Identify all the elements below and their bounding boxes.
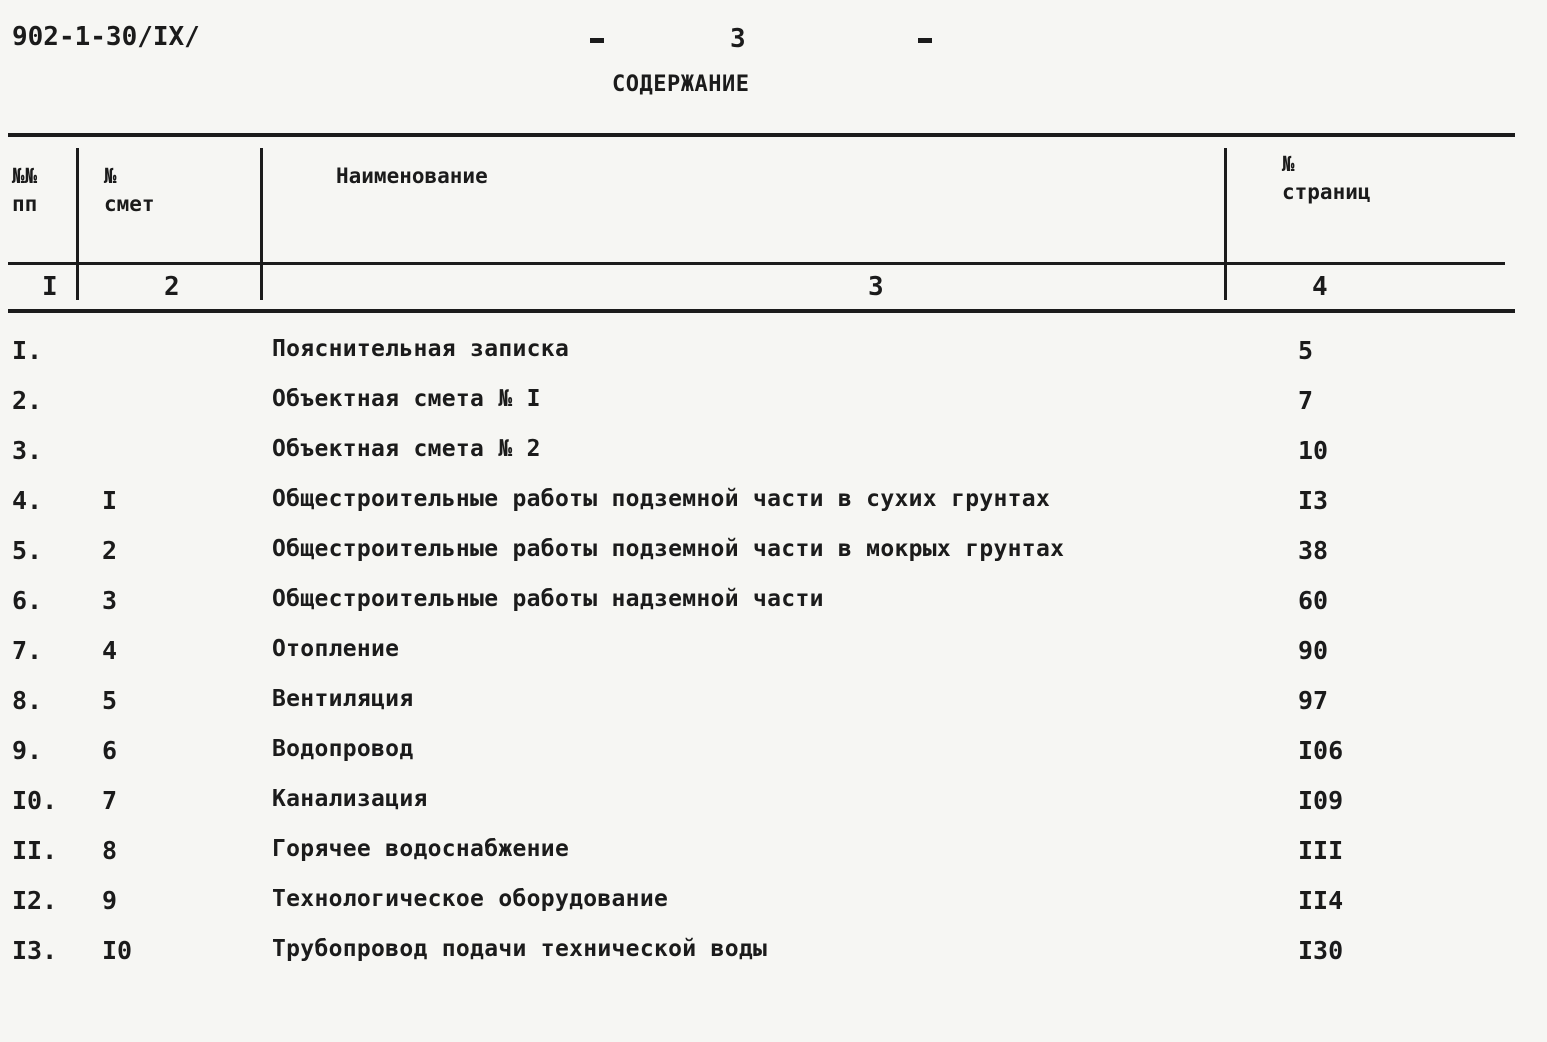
row-name: Пояснительная записка	[272, 336, 570, 362]
row-estimate: I	[102, 486, 118, 515]
column-number-4: 4	[1312, 272, 1328, 302]
row-page: II4	[1298, 886, 1344, 915]
row-estimate: 3	[102, 586, 118, 615]
row-number: 5.	[12, 536, 43, 565]
row-estimate: 2	[102, 536, 118, 565]
row-number: I3.	[12, 936, 58, 965]
column-header-estimate: № смет	[104, 164, 155, 216]
row-name: Трубопровод подачи технической воды	[272, 936, 768, 962]
row-number: II.	[12, 836, 58, 865]
column-divider-2	[260, 148, 263, 300]
row-page: 7	[1298, 386, 1314, 415]
row-page: III	[1298, 836, 1344, 865]
row-estimate: 4	[102, 636, 118, 665]
document-title: СОДЕРЖАНИЕ	[612, 72, 750, 97]
row-estimate: I0	[102, 936, 133, 965]
row-name: Отопление	[272, 636, 400, 662]
row-name: Объектная смета № 2	[272, 436, 541, 462]
row-page: 97	[1298, 686, 1329, 715]
row-name: Технологическое оборудование	[272, 886, 669, 912]
row-estimate: 8	[102, 836, 118, 865]
row-page: 5	[1298, 336, 1314, 365]
row-number: 6.	[12, 586, 43, 615]
row-number: 8.	[12, 686, 43, 715]
row-estimate: 6	[102, 736, 118, 765]
column-number-2: 2	[164, 272, 180, 302]
row-page: 60	[1298, 586, 1329, 615]
row-number: I2.	[12, 886, 58, 915]
row-page: 90	[1298, 636, 1329, 665]
row-name: Общестроительные работы надземной части	[272, 586, 824, 612]
dash-right	[918, 38, 932, 43]
row-number: 2.	[12, 386, 43, 415]
row-estimate: 9	[102, 886, 118, 915]
row-page: I30	[1298, 936, 1344, 965]
row-number: I.	[12, 336, 43, 365]
table-row	[0, 586, 1547, 636]
table-top-rule	[8, 133, 1515, 137]
header-number-rule	[8, 262, 1505, 265]
row-estimate: 7	[102, 786, 118, 815]
row-name: Вентиляция	[272, 686, 414, 712]
row-name: Общестроительные работы подземной части в мокрых грунтах	[272, 536, 1065, 562]
row-name: Канализация	[272, 786, 428, 812]
column-divider-1	[76, 148, 79, 300]
row-page: I06	[1298, 736, 1344, 765]
page-number: 3	[730, 24, 746, 54]
table-row	[0, 636, 1547, 686]
row-number: 3.	[12, 436, 43, 465]
column-header-name: Наименование	[336, 164, 488, 188]
table-row	[0, 536, 1547, 586]
dash-left	[590, 38, 604, 43]
header-bottom-rule	[8, 309, 1515, 313]
column-divider-3	[1224, 148, 1227, 300]
row-page: I3	[1298, 486, 1329, 515]
row-page: I09	[1298, 786, 1344, 815]
row-page: 38	[1298, 536, 1329, 565]
table-row	[0, 836, 1547, 886]
row-name: Горячее водоснабжение	[272, 836, 570, 862]
row-page: 10	[1298, 436, 1329, 465]
row-number: 9.	[12, 736, 43, 765]
row-name: Водопровод	[272, 736, 414, 762]
row-estimate: 5	[102, 686, 118, 715]
column-number-3: 3	[868, 272, 884, 302]
row-name: Общестроительные работы подземной части в сухих грунтах	[272, 486, 1051, 512]
row-name: Объектная смета № I	[272, 386, 541, 412]
table-row	[0, 786, 1547, 836]
row-number: I0.	[12, 786, 58, 815]
table-row	[0, 386, 1547, 436]
table-row	[0, 736, 1547, 786]
table-row	[0, 886, 1547, 936]
column-header-page: № страниц	[1282, 152, 1371, 204]
row-number: 4.	[12, 486, 43, 515]
table-row	[0, 686, 1547, 736]
row-number: 7.	[12, 636, 43, 665]
document-code: 902-1-30/IX/	[12, 22, 200, 52]
column-header-number: №№ пп	[12, 164, 38, 216]
table-row	[0, 936, 1547, 986]
table-row	[0, 436, 1547, 486]
table-row	[0, 486, 1547, 536]
table-row	[0, 336, 1547, 386]
column-number-1: I	[42, 272, 58, 302]
